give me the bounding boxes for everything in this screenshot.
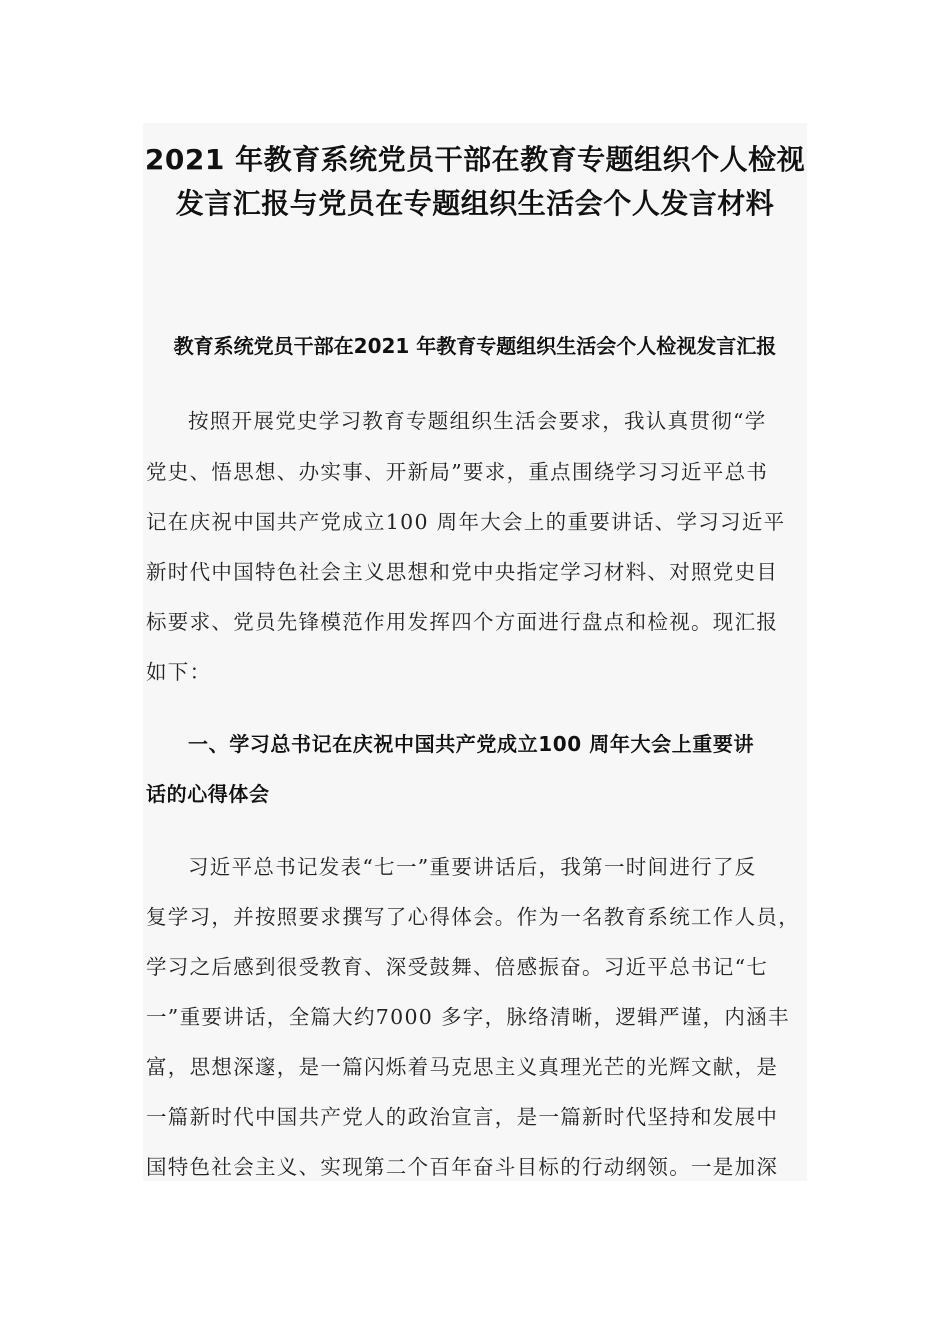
section-1-body-line-4: 一”重要讲话，全篇大约7000 多字，脉络清晰，逻辑严谨，内涵丰 xyxy=(146,1005,790,1029)
document-subtitle: 教育系统党员干部在2021 年教育专题组织生活会个人检视发言汇报 xyxy=(173,334,777,358)
section-1-body-line-3: 学习之后感到很受教育、深受鼓舞、倍感振奋。习近平总书记“七 xyxy=(146,955,769,979)
section-1-body-line-1: 习近平总书记发表“七一”重要讲话后，我第一时间进行了反 xyxy=(188,855,757,879)
section-1-body-line-6: 一篇新时代中国共产党人的政治宣言，是一篇新时代坚持和发展中 xyxy=(146,1105,779,1129)
section-1-body-line-7: 国特色社会主义、实现第二个百年奋斗目标的行动纲领。一是加深 xyxy=(146,1155,779,1179)
document-title-line-1: 2021 年教育系统党员干部在教育专题组织个人检视 xyxy=(144,143,806,176)
section-1-heading-line-1: 一、学习总书记在庆祝中国共产党成立100 周年大会上重要讲 xyxy=(188,732,755,756)
document-title-line-2: 发言汇报与党员在专题组织生活会个人发言材料 xyxy=(175,187,775,220)
intro-line-6: 如下： xyxy=(146,660,212,684)
intro-line-1: 按照开展党史学习教育专题组织生活会要求，我认真贯彻“学 xyxy=(188,409,767,433)
intro-line-2: 党史、悟思想、办实事、开新局”要求，重点围绕学习习近平总书 xyxy=(146,460,769,484)
intro-line-4: 新时代中国特色社会主义思想和党中央指定学习材料、对照党史目 xyxy=(146,560,779,584)
section-1-body-line-2: 复学习，并按照要求撰写了心得体会。作为一名教育系统工作人员， xyxy=(146,905,800,929)
intro-line-5: 标要求、党员先锋模范作用发挥四个方面进行盘点和检视。现汇报 xyxy=(146,610,779,634)
intro-line-3: 记在庆祝中国共产党成立100 周年大会上的重要讲话、学习习近平 xyxy=(146,510,786,534)
section-1-body-line-5: 富，思想深邃，是一篇闪烁着马克思主义真理光芒的光辉文献，是 xyxy=(146,1055,779,1079)
section-1-heading-line-2: 话的心得体会 xyxy=(146,782,270,806)
